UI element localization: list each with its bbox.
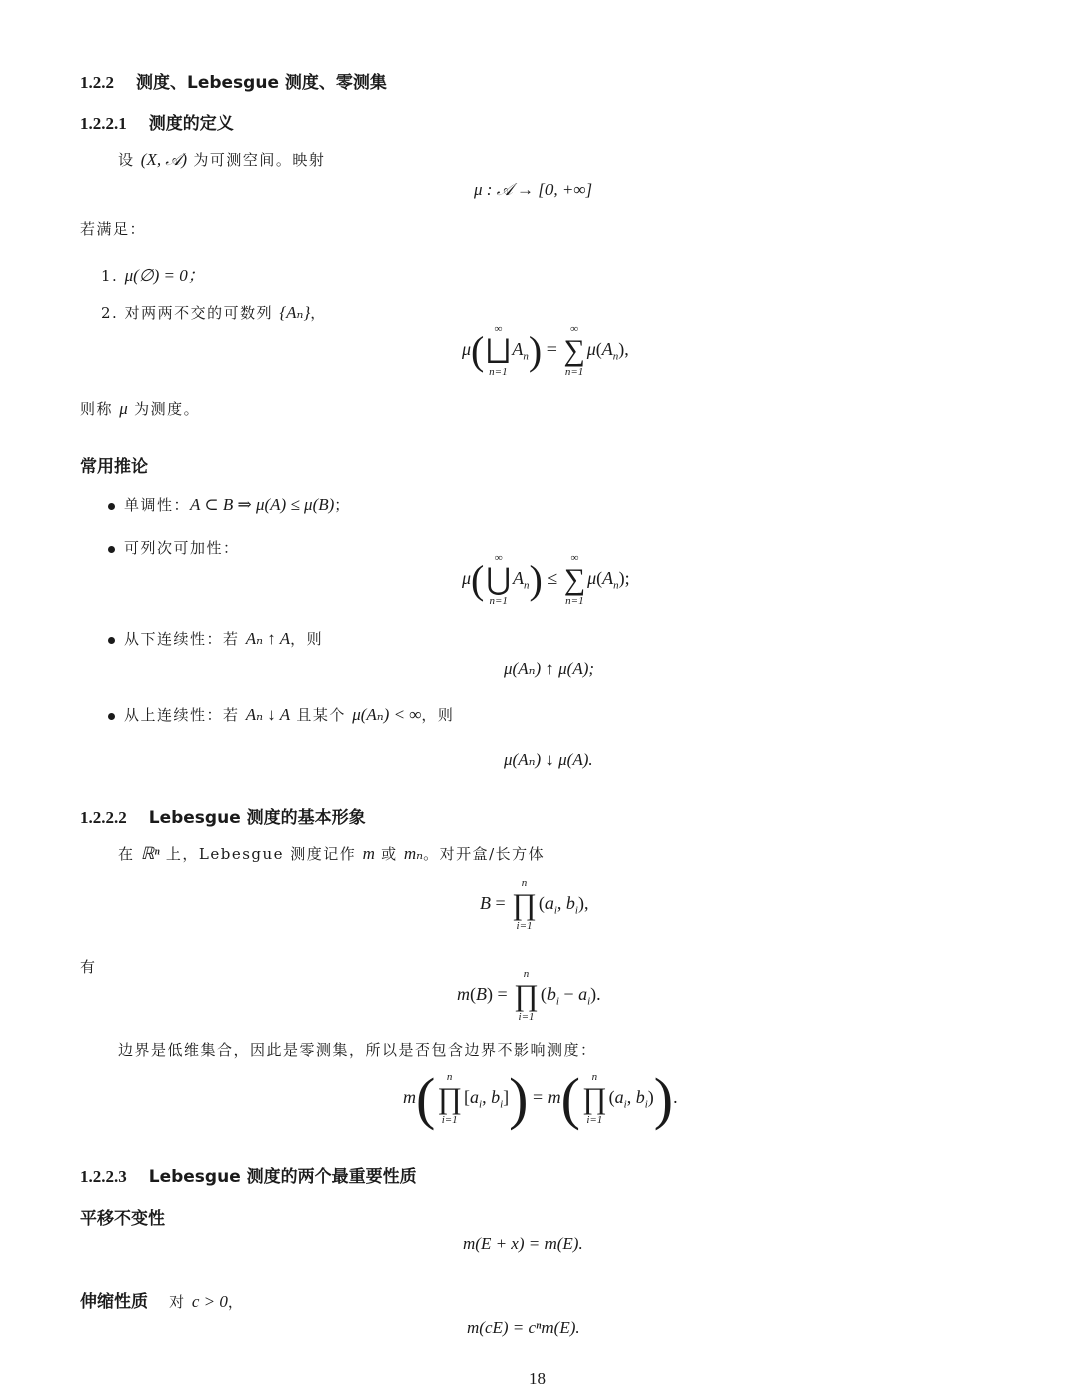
text: 对 (169, 1293, 192, 1311)
text: 则称 (80, 400, 120, 418)
text: 在 (118, 845, 141, 863)
text: ， (310, 304, 327, 322)
section-heading-1-2-2-1 (80, 109, 234, 134)
text: 。对开盒/长方体 (423, 845, 546, 863)
math-inline: c > 0 (191, 1292, 228, 1311)
scaling-equation (467, 1317, 580, 1338)
text: 单调性： (124, 496, 191, 514)
text: 对两两不交的可数列 (124, 304, 280, 322)
condition-2 (101, 302, 327, 323)
math-inline: {Aₙ} (279, 303, 311, 322)
bullet-monotonicity (124, 494, 351, 515)
scaling-line (80, 1287, 244, 1312)
bullet-subadditivity (124, 537, 240, 558)
list-label: 2. (101, 304, 119, 322)
measure-definition-text (80, 398, 200, 419)
scaling-heading: 伸缩性质 (80, 1292, 148, 1312)
page-number: 18 (529, 1369, 546, 1388)
math-inline: ℝⁿ (140, 844, 160, 863)
section-number: 1.2.2.1 (80, 114, 127, 133)
section-number: 1.2.2.2 (80, 808, 127, 827)
section-number: 1.2.2 (80, 73, 114, 92)
math-inline: (X, 𝒜) (140, 150, 188, 169)
list-label: 1. (101, 267, 119, 285)
bullet-marker (108, 503, 115, 510)
section-title: Lebesgue 测度的基本形象 (148, 808, 366, 828)
section-title: 测度的定义 (148, 114, 234, 134)
text: 可列次可加性： (124, 539, 240, 557)
text: 为可测空间。映射 (187, 151, 326, 169)
math-inline: A ⊂ B ⇒ μ(A) ≤ μ(B) (190, 495, 335, 514)
continuity-below-equation (504, 658, 594, 679)
equation-text: m(cE) = cⁿm(E). (467, 1318, 580, 1337)
equation-text: m(E + x) = m(E). (463, 1234, 583, 1253)
math-inline: μ(∅) = 0； (124, 266, 205, 285)
math-inline: μ (119, 399, 128, 418)
text: 且某个 (290, 706, 353, 724)
equation-text: μ(Aₙ) ↓ μ(A). (504, 750, 593, 769)
bullet-marker (108, 713, 115, 720)
continuity-above-equation (504, 749, 593, 770)
satisfy-text: 若满足： (80, 220, 147, 238)
text: 上，Lebesgue 测度记作 (159, 845, 363, 863)
text: ，则 (290, 630, 324, 648)
bullet-continuity-above (124, 704, 454, 725)
section-heading-1-2-2 (80, 68, 387, 93)
text: 设 (118, 151, 141, 169)
section-number: 1.2.2.3 (80, 1167, 127, 1186)
text: 或 (374, 845, 404, 863)
text: ， (227, 1293, 245, 1311)
corollaries-heading: 常用推论 (80, 457, 148, 477)
bullet-marker (108, 546, 115, 553)
subadditivity-equation: μ( ∞ ⋃ n=1 $A_n$) ≤ ∞ ∑ n=1 $\mu(A_n)$; (462, 552, 630, 607)
equation-text: μ : 𝒜 → [0, +∞] (474, 180, 593, 199)
intro-paragraph (118, 149, 325, 170)
lebesgue-intro (118, 843, 545, 864)
math-inline: mₙ (403, 844, 424, 863)
text: 从上连续性：若 (124, 706, 246, 724)
section-heading-1-2-2-3 (80, 1162, 417, 1187)
text: 从下连续性：若 (124, 630, 246, 648)
text: 为测度。 (127, 400, 201, 418)
text: ，则 (421, 706, 455, 724)
section-title: Lebesgue 测度的两个最重要性质 (148, 1167, 417, 1187)
translation-equation (463, 1233, 583, 1254)
section-heading-1-2-2-2 (80, 803, 366, 828)
box-definition-equation: B = n ∏ i=1 ($a_i$, $b_i$), (480, 877, 589, 932)
scaling-condition (169, 1293, 244, 1311)
math-inline: Aₙ ↓ A (245, 705, 291, 724)
bullet-continuity-below (124, 628, 323, 649)
box-measure-equation: m(B) = n ∏ i=1 $(b_i - a_i)$. (457, 968, 601, 1023)
countable-additivity-equation: μ( ∞ ⨆ n=1 $A_n$) = ∞ ∑ n=1 $\mu(A_n)$, (462, 323, 629, 378)
bullet-marker (108, 637, 115, 644)
math-inline: Aₙ ↑ A (245, 629, 291, 648)
condition-1 (101, 261, 205, 286)
translation-invariance-heading: 平移不变性 (80, 1209, 165, 1229)
map-equation (474, 179, 592, 200)
have-text: 有 (80, 958, 97, 976)
equation-text: μ(Aₙ) ↑ μ(A); (504, 659, 595, 678)
section-title: 测度、Lebesgue 测度、零测集 (136, 73, 387, 93)
boundary-text: 边界是低维集合，因此是零测集，所以是否包含边界不影响测度： (118, 1041, 597, 1059)
math-inline: m (362, 844, 375, 863)
math-inline: μ(Aₙ) < ∞ (352, 705, 422, 724)
text: ； (334, 496, 351, 514)
boundary-equation: m( n ∏ i=1 [$a_i$, $b_i]) = m$( n ∏ i=1 ($a_i$, $b_i$)). (403, 1066, 678, 1131)
